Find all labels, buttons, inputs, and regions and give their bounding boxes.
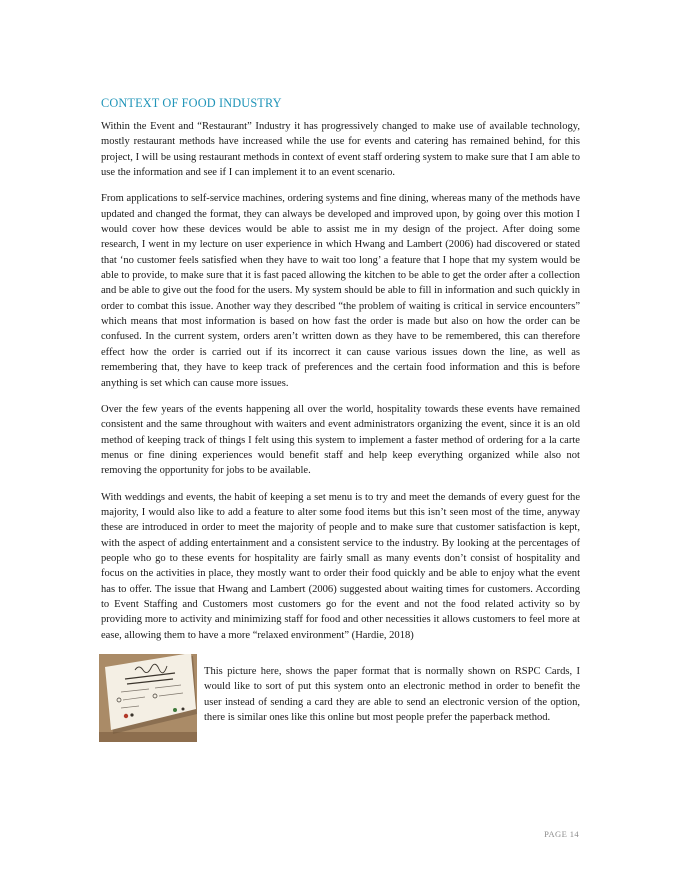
figure-row xyxy=(101,654,580,746)
paragraph-2: From applications to self-service machines, ordering systems and fine dining, whereas many of the methods have updated and changed the format, they can always be developed and improved upon, by going over this motion I would cover how these devices would be able to assist me in my design of the project. After doing some research, I went in my lecture on user experience in which Hwang and Lambert (2006) had discovered or stated that ‘no customer feels satisfied when they have to wait too long’ a feature that I hope that my system would be able to provide, to make sure that it is fast paced allowing the kitchen to be able to get the order after a collection and be able to give out the food for the users. My system should be able to fill in information and such quickly in order to combat this issue. Another way they described “the problem of waiting is critical in service encounters” which means that most information is based on how fast the order is made but also on how the order can be confused. In the current system, orders aren’t written down as they have to be remembered, this can therefore effect how the order is carried out if its incorrect it can cause various issues down the line, as well as remembering that, they have to keep track of preferences and the certain food information and this is before anything is set which can cause more issues. xyxy=(101,193,580,389)
paragraph-1: Within the Event and “Restaurant” Industry it has progressively changed to make use of available technology, mostly restaurant methods have increased while the use for events and catering has remained behind, for this project, I will be using restaurant methods in context of event staff ordering system to make sure that I am able to use the information and see if I can implement it to an event scenario. xyxy=(101,121,580,179)
paragraph-3: Over the few years of the events happening all over the world, hospitality towards these events have remained consistent and the same throughout with waiters and event administrators organizing the event, since it is an old method of keeping track of things I felt using this system to implement a faster method of ordering for a la carte menus or fine dining experiences would benefit staff and help keep everything organized while also not removing the opportunity for jobs to be available. xyxy=(101,403,580,477)
figure-caption: This picture here, shows the paper format that is normally shown on RSPC Cards, I would like to sort of put this system onto an electronic method in order to benefit the user instead of sending a card they are able to send an electronic version of the option, there is similar ones like this online but most people prefer the paperback method. xyxy=(204,666,580,724)
document-body xyxy=(101,119,580,746)
page-number: PAGE 14 xyxy=(544,829,579,839)
paragraph-4: With weddings and events, the habit of keeping a set menu is to try and meet the demands of every guest for the majority, I would also like to add a feature to alter some food items but this isn’t seen most of the time, anyway these are introduced in order to meet the majority of people and to make sure that customer satisfaction is kept, with the aspect of adding entertainment and a consistent service to the industry. By looking at the percentages of people who go to these events for hospitality are fairly small as many events don’t consist of hospitality and focus on the activities in place, they mostly want to order their food quickly and be able to enjoy what the event has to offer. The issue that Hwang and Lambert (2006) suggested about waiting times for customers. According to Event Staffing and Customers most customers go for the event and not the food related activity so by providing more to activity and minimizing staff for food and other necessities it allows customers to feel more at ease, allowing them to have a more “relaxed environment” (Hardie, 2018) xyxy=(101,491,580,641)
rsvp-card-photo xyxy=(99,654,197,742)
section-heading: CONTEXT OF FOOD INDUSTRY xyxy=(101,96,282,110)
